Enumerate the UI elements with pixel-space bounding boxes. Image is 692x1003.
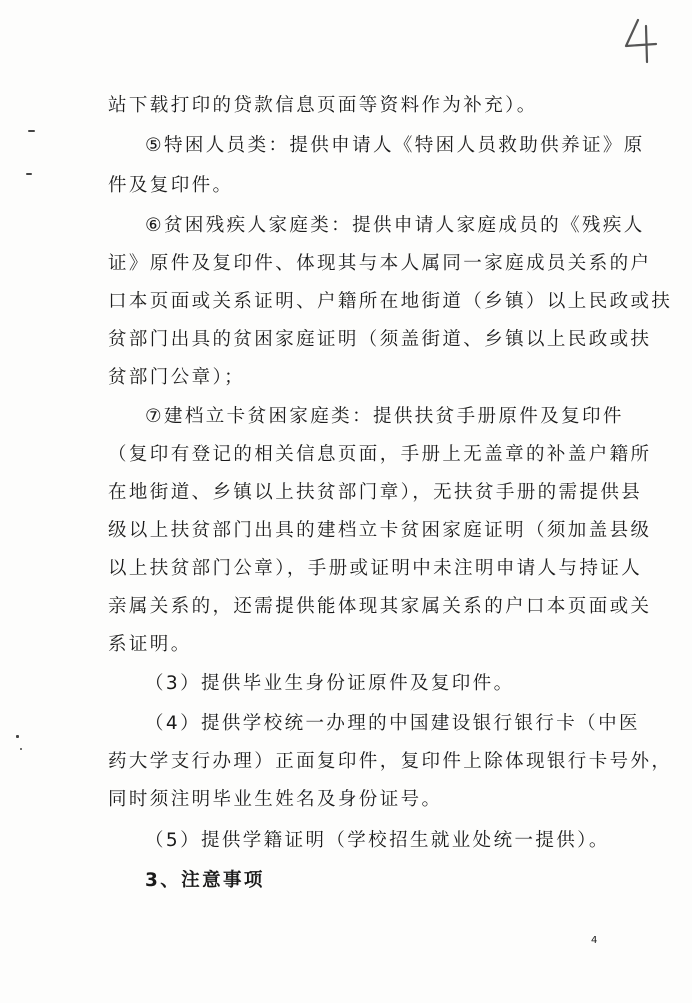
text-line-11: 在地街道、乡镇以上扶贫部门章），无扶贫手册的需提供县: [108, 482, 643, 503]
text-line-9: ⑦建档立卡贫困家庭类：提供扶贫手册原件及复印件: [145, 406, 624, 427]
text-line-20: （5）提供学籍证明（学校招生就业处统一提供）。: [145, 830, 610, 851]
text-line-5: 证》原件及复印件、体现其与本人属同一家庭成员关系的户: [108, 253, 652, 274]
text-line-12: 级以上扶贫部门出具的建档立卡贫困家庭证明（须加盖县级: [108, 520, 652, 541]
text-line-2: ⑤特困人员类：提供申请人《特困人员救助供养证》原: [145, 135, 645, 156]
text-line-8: 贫部门公章）；: [108, 367, 246, 388]
scan-speck: [16, 735, 19, 738]
text-line-18: 药大学支行办理）正面复印件，复印件上除体现银行卡号外，: [108, 751, 673, 772]
handwritten-page-mark: [616, 16, 676, 64]
scan-speck: [26, 173, 32, 175]
text-line-19: 同时须注明毕业生姓名及身份证号。: [108, 789, 443, 810]
text-line-1: 站下载打印的贷款信息页面等资料作为补充）。: [108, 95, 538, 116]
text-line-14: 亲属关系的，还需提供能体现其家属关系的户口本页面或关: [108, 596, 652, 617]
text-line-3: 件及复印件。: [108, 175, 234, 196]
text-line-6: 口本页面或关系证明、户籍所在地街道（乡镇）以上民政或扶: [108, 291, 673, 312]
text-line-16: （3）提供毕业生身份证原件及复印件。: [145, 673, 515, 694]
section-heading: 3、注意事项: [145, 870, 265, 891]
text-line-10: （复印有登记的相关信息页面，手册上无盖章的补盖户籍所: [108, 444, 652, 465]
text-line-7: 贫部门出具的贫困家庭证明（须盖街道、乡镇以上民政或扶: [108, 329, 652, 350]
text-line-17: （4）提供学校统一办理的中国建设银行银行卡（中医: [145, 713, 640, 734]
page-number: 4: [591, 935, 598, 946]
text-line-15: 系证明。: [108, 634, 192, 655]
scan-speck: [20, 748, 22, 750]
scan-speck: [28, 130, 35, 132]
text-line-4: ⑥贫困残疾人家庭类：提供申请人家庭成员的《残疾人: [145, 215, 645, 236]
text-line-13: 以上扶贫部门公章），手册或证明中未注明申请人与持证人: [108, 558, 643, 579]
